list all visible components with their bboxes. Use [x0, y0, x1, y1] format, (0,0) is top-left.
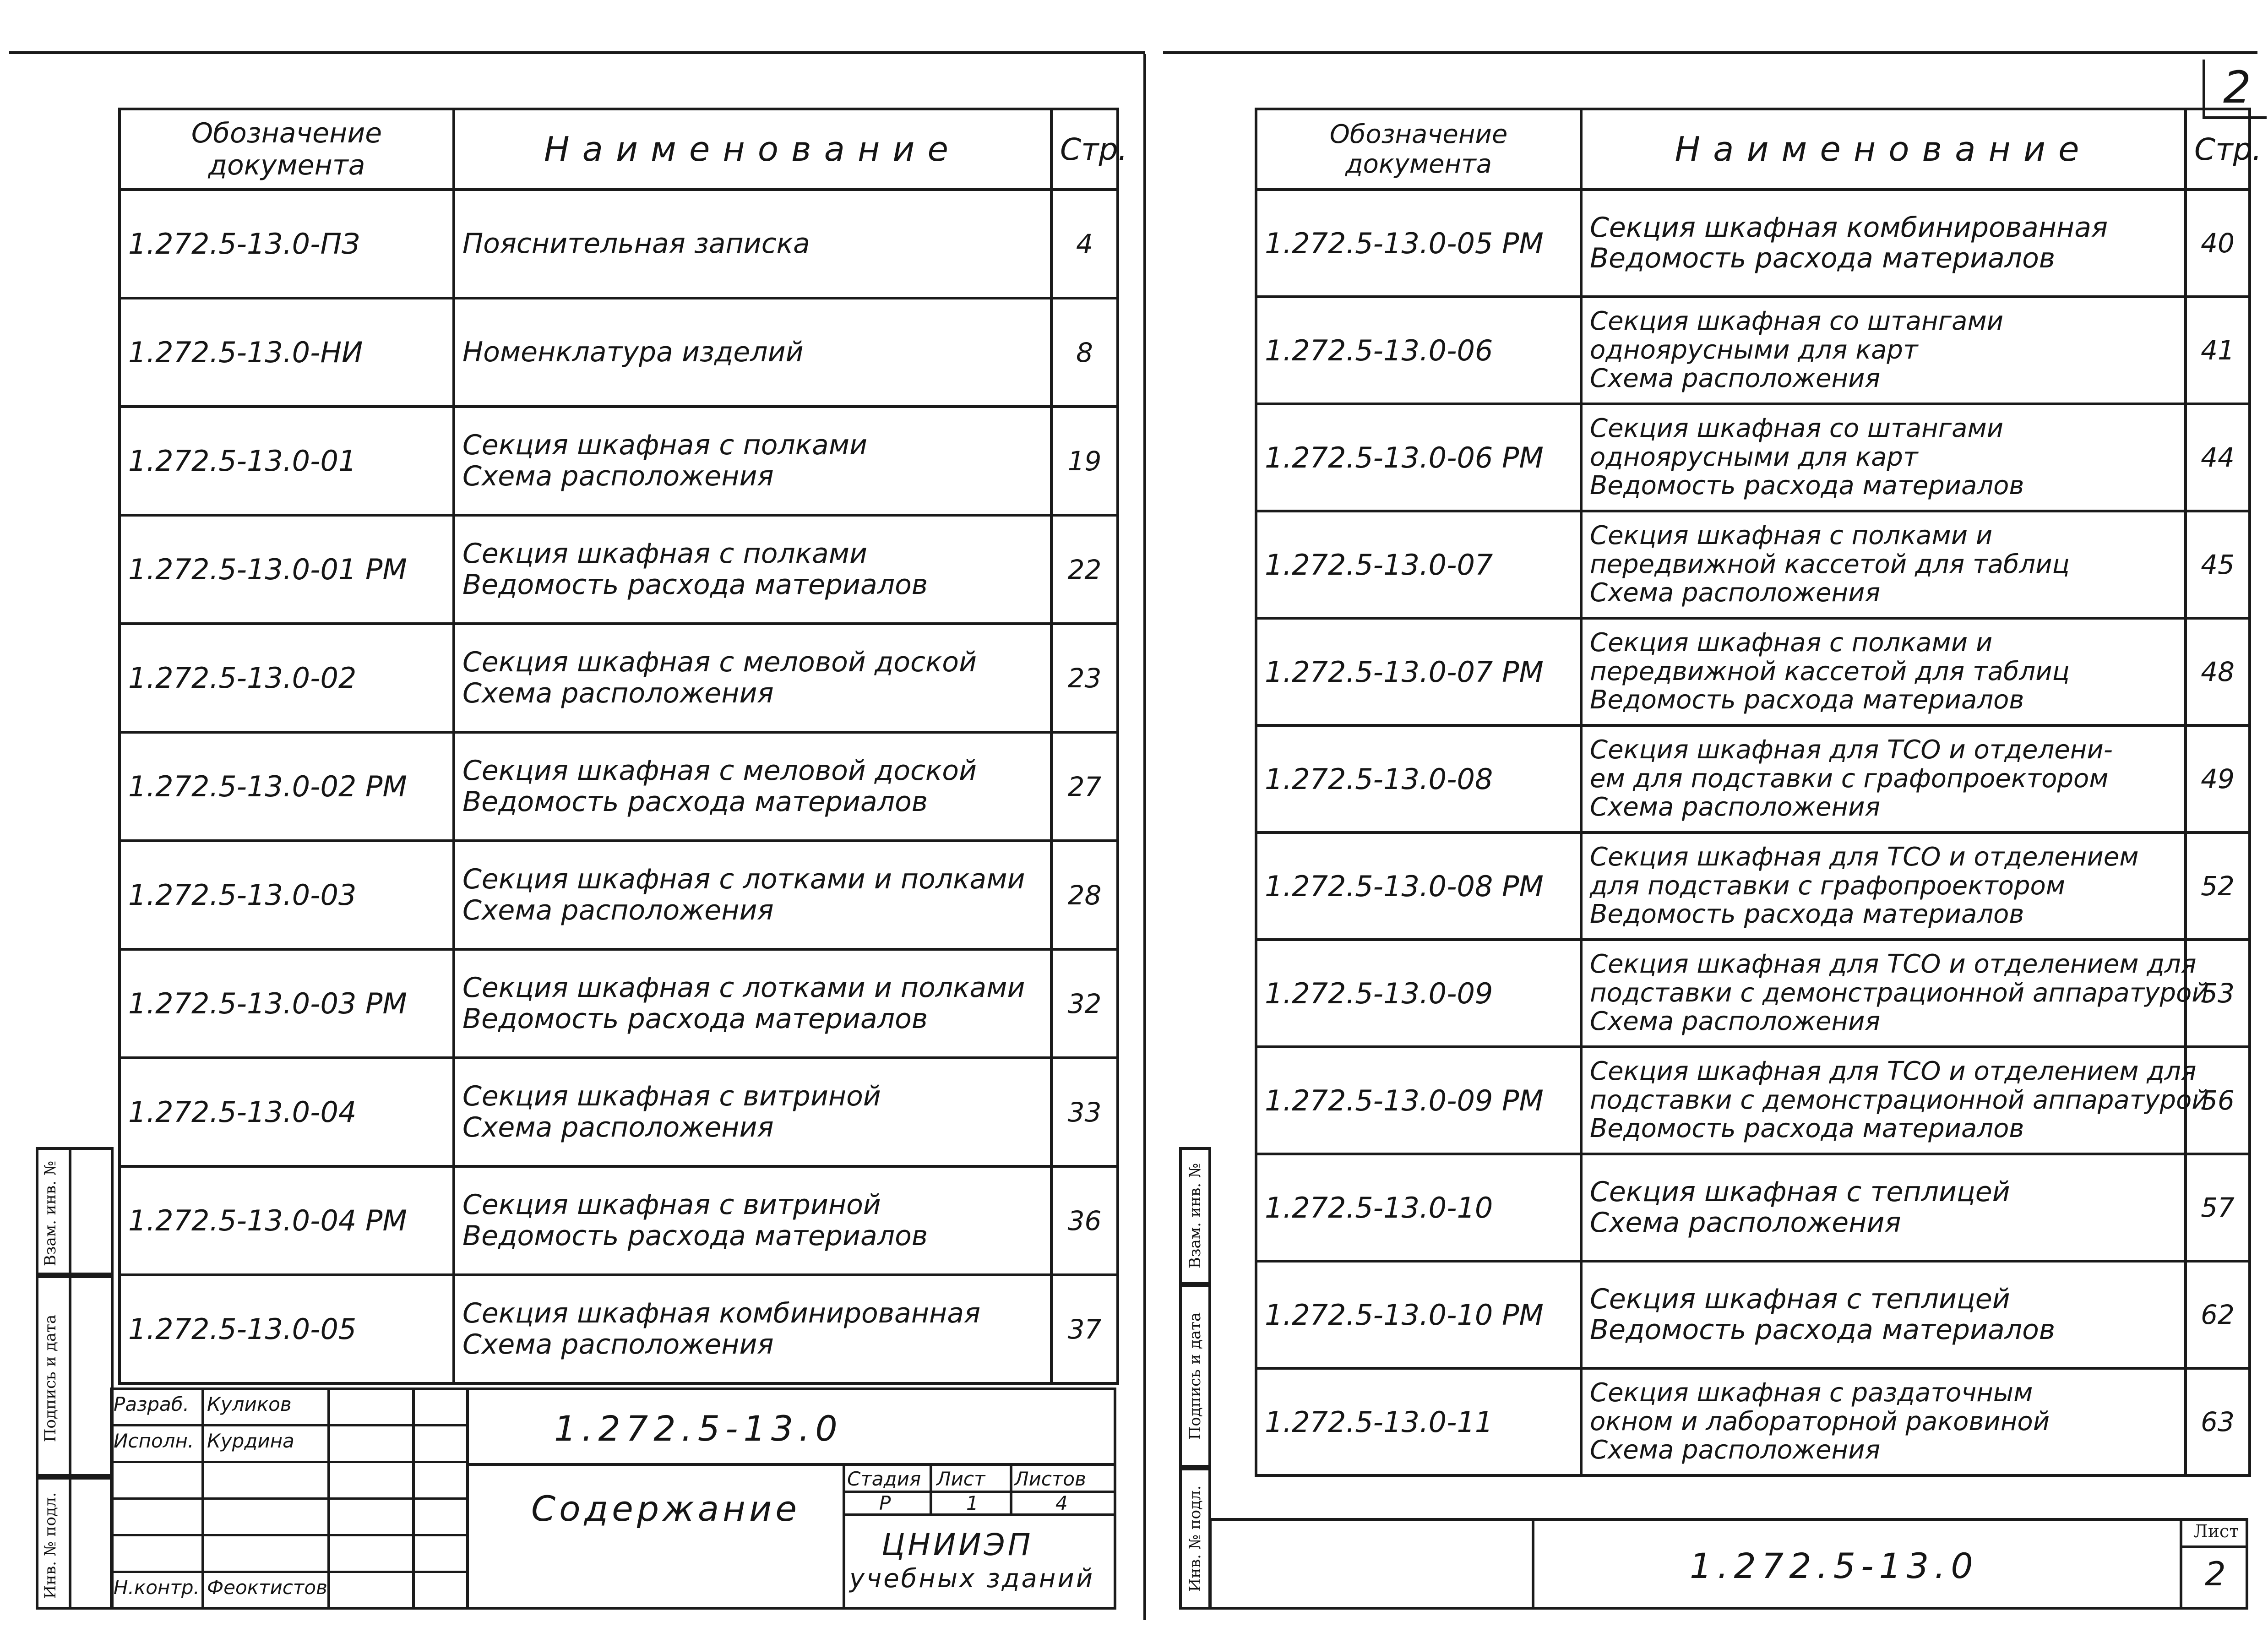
doc-code-cell: 1.272.5-13.0-10 — [1256, 1154, 1581, 1261]
doc-name-line: Секция шкафная с полками и — [1590, 627, 1993, 658]
doc-name-line: Схема расположения — [1590, 1007, 1881, 1037]
signature-row-line — [110, 1497, 466, 1500]
doc-name-cell — [1581, 511, 2186, 618]
doc-name-line: Секция шкафная с полками — [462, 538, 868, 570]
footer-divider — [1532, 1518, 1534, 1610]
table-row — [120, 732, 1118, 841]
header-code: Обозначение документа — [120, 109, 454, 190]
doc-name-line: Схема расположения — [1590, 1435, 1881, 1465]
table-header-row — [1256, 109, 2250, 190]
doc-name-line: Секция шкафная для ТСО и отделением для — [1590, 1056, 2197, 1086]
page-number-cell: 27 — [1051, 732, 1118, 841]
page-number-cell: 36 — [1051, 1166, 1118, 1275]
org-name: ЦНИИЭП — [881, 1527, 1033, 1562]
table-row — [1256, 1368, 2250, 1475]
page-number-cell: 44 — [2186, 404, 2250, 511]
doc-name-cell — [454, 624, 1051, 732]
doc-name-line: Секция шкафная с полками и — [1590, 520, 1993, 550]
doc-name-line: Пояснительная записка — [462, 227, 810, 260]
doc-name-cell — [1581, 1047, 2208, 1154]
doc-name-line: Ведомость расхода материалов — [1590, 685, 2024, 715]
stage-value: Р — [879, 1492, 891, 1514]
doc-code-cell: 1.272.5-13.0-ПЗ — [120, 190, 454, 298]
doc-name-line: Секция шкафная с витриной — [462, 1080, 881, 1113]
header-page: Стр. — [1051, 109, 1118, 190]
doc-name-cell — [1581, 297, 2186, 404]
table-row — [1256, 1047, 2250, 1154]
doc-name-cell — [1581, 404, 2186, 511]
page-number-cell: 4 — [1051, 190, 1118, 298]
doc-name-cell — [454, 298, 1051, 407]
doc-name-cell — [1581, 190, 2186, 297]
doc-name-line: Секция шкафная комбинированная — [1590, 211, 2108, 244]
page-number-cell: 32 — [1051, 949, 1118, 1058]
page-number-cell: 63 — [2186, 1368, 2250, 1475]
side-strip-divider — [69, 1147, 71, 1610]
signature-role: Разраб. — [114, 1393, 190, 1415]
doc-name-line: Схема расположения — [462, 677, 774, 709]
page-number-cell: 22 — [1051, 515, 1118, 624]
signature-role: Н.контр. — [114, 1576, 200, 1599]
stage-grid-line — [843, 1463, 845, 1610]
doc-name-cell — [1581, 725, 2186, 833]
doc-name-line: одноярусными для карт — [1590, 335, 1918, 365]
table-row — [120, 949, 1118, 1058]
doc-name-line: для подставки с графопроектором — [1590, 871, 2065, 901]
doc-name-cell — [1581, 618, 2186, 725]
doc-code-cell: 1.272.5-13.0-09 РМ — [1256, 1047, 1581, 1154]
doc-name-line: передвижной кассетой для таблиц — [1590, 549, 2070, 579]
sheets-value: 4 — [1055, 1492, 1068, 1514]
header-page: Стр. — [2186, 109, 2250, 190]
doc-name-line: Номенклатура изделий — [462, 336, 804, 368]
page-number-cell: 33 — [1051, 1058, 1118, 1166]
doc-name-cell — [454, 1275, 1051, 1383]
side-label-2: Подпись и дата — [41, 1314, 60, 1442]
doc-name-line: Секция шкафная с витриной — [462, 1189, 881, 1221]
doc-code-cell: 1.272.5-13.0-03 — [120, 841, 454, 949]
doc-name-line: Секция шкафная с меловой доской — [462, 646, 977, 679]
table-row — [1256, 404, 2250, 511]
doc-name-line: Секция шкафная с теплицей — [1590, 1175, 2010, 1208]
page-number-cell: 28 — [1051, 841, 1118, 949]
doc-name-line: Секция шкафная для ТСО и отделени- — [1590, 735, 2113, 765]
sheet-value: 1 — [966, 1492, 979, 1514]
footer-divider — [2180, 1518, 2182, 1610]
doc-name-line: Схема расположения — [462, 1328, 774, 1360]
doc-name-line: Ведомость расхода материалов — [1590, 1114, 2024, 1144]
page-number-cell: 8 — [1051, 298, 1118, 407]
doc-name-line: одноярусными для карт — [1590, 442, 1918, 472]
doc-name-line: Схема расположения — [462, 460, 774, 492]
table-row — [1256, 190, 2250, 297]
table-row — [120, 407, 1118, 515]
footer-sheet-label: Лист — [2193, 1521, 2239, 1541]
doc-name-line: Секция шкафная с раздаточным — [1590, 1377, 2033, 1408]
table-row — [1256, 618, 2250, 725]
doc-name-line: Секция шкафная со штангами — [1590, 306, 2004, 336]
doc-name-line: Схема расположения — [1590, 792, 1881, 822]
doc-name-line: Схема расположения — [462, 1111, 774, 1143]
doc-code-cell: 1.272.5-13.0-06 — [1256, 297, 1581, 404]
top-border-line — [9, 51, 1145, 54]
signature-row-line — [110, 1571, 466, 1573]
doc-name-line: Ведомость расхода материалов — [1590, 899, 2024, 930]
doc-name-line: Ведомость расхода материалов — [462, 1002, 928, 1035]
table-row — [120, 190, 1118, 298]
table-row — [1256, 833, 2250, 940]
page-number-cell: 45 — [2186, 511, 2250, 618]
doc-code-cell: 1.272.5-13.0-07 — [1256, 511, 1581, 618]
doc-name-cell — [454, 841, 1051, 949]
table-row — [1256, 297, 2250, 404]
doc-name-line: Схема расположения — [1590, 364, 1881, 394]
top-border-line-right — [1163, 51, 2257, 54]
page-number-cell: 49 — [2186, 725, 2250, 833]
doc-name-line: Ведомость расхода материалов — [462, 1219, 928, 1252]
page-number-cell: 37 — [1051, 1275, 1118, 1383]
doc-name-line: Схема расположения — [462, 894, 774, 926]
signature-row-line — [110, 1534, 466, 1536]
page-number-cell: 57 — [2186, 1154, 2250, 1261]
page-number-cell: 40 — [2186, 190, 2250, 297]
side-label-3: Инв. № подл. — [41, 1492, 60, 1599]
table-row — [120, 515, 1118, 624]
table-row — [1256, 940, 2250, 1047]
doc-code-cell: 1.272.5-13.0-08 РМ — [1256, 833, 1581, 940]
doc-name-cell — [454, 732, 1051, 841]
signature-name: Курдина — [207, 1430, 294, 1452]
footer-doc-code: 1.272.5-13.0 — [1690, 1545, 1979, 1586]
doc-name-line: подставки с демонстрационной аппаратурой — [1590, 1085, 2208, 1115]
signature-name: Куликов — [207, 1393, 292, 1415]
doc-name-cell — [1581, 940, 2208, 1047]
doc-name-cell — [454, 190, 1051, 298]
doc-name-line: Схема расположения — [1590, 578, 1881, 608]
doc-code-cell: 1.272.5-13.0-05 РМ — [1256, 190, 1581, 297]
doc-name-line: Секция шкафная для ТСО и отделением для — [1590, 949, 2197, 979]
title-block-divider — [466, 1388, 469, 1610]
table-header-row — [120, 109, 1118, 190]
table-row — [120, 841, 1118, 949]
header-name: Наименование — [1581, 109, 2186, 190]
doc-code-cell: 1.272.5-13.0-06 РМ — [1256, 404, 1581, 511]
left-contents-table — [118, 108, 1128, 1385]
doc-name-line: Секция шкафная с лотками и полками — [462, 863, 1025, 896]
table-row — [120, 1058, 1118, 1166]
doc-code-cell: 1.272.5-13.0-04 — [120, 1058, 454, 1166]
doc-code-cell: 1.272.5-13.0-02 РМ — [120, 732, 454, 841]
table-row — [1256, 1154, 2250, 1261]
doc-name-line: окном и лабораторной раковиной — [1590, 1406, 2050, 1437]
doc-name-line: Ведомость расхода материалов — [462, 568, 928, 601]
doc-name-cell — [1581, 1154, 2186, 1261]
doc-code-cell: 1.272.5-13.0-04 РМ — [120, 1166, 454, 1275]
table-row — [120, 1166, 1118, 1275]
doc-code-cell: 1.272.5-13.0-НИ — [120, 298, 454, 407]
doc-code-cell: 1.272.5-13.0-10 РМ — [1256, 1261, 1581, 1368]
doc-name-line: Ведомость расхода материалов — [1590, 471, 2024, 501]
page-number-cell: 23 — [1051, 624, 1118, 732]
doc-name-line: Ведомость расхода материалов — [462, 785, 928, 818]
side-label-2: Подпись и дата — [1186, 1312, 1204, 1440]
doc-code-cell: 1.272.5-13.0-09 — [1256, 940, 1581, 1047]
doc-name-line: Секция шкафная со штангами — [1590, 413, 2004, 443]
page-number-cell: 53 — [2186, 940, 2250, 1047]
stage-label: Стадия — [847, 1468, 921, 1490]
side-label-1: Взам. инв. № — [1186, 1163, 1204, 1269]
doc-code-cell: 1.272.5-13.0-08 — [1256, 725, 1581, 833]
doc-code-cell: 1.272.5-13.0-03 РМ — [120, 949, 454, 1058]
signature-role: Исполн. — [114, 1430, 194, 1452]
page-number-cell: 48 — [2186, 618, 2250, 725]
table-row — [1256, 1261, 2250, 1368]
right-contents-table — [1255, 108, 2262, 1477]
doc-name-cell — [454, 1166, 1051, 1275]
sheet-label: Лист — [936, 1468, 985, 1490]
table-row — [1256, 725, 2250, 833]
stage-grid-line — [930, 1463, 932, 1513]
page-number-cell: 41 — [2186, 297, 2250, 404]
table-row — [1256, 511, 2250, 618]
doc-name-cell — [1581, 833, 2186, 940]
doc-code-cell: 1.272.5-13.0-07 РМ — [1256, 618, 1581, 725]
doc-code-cell: 1.272.5-13.0-05 — [120, 1275, 454, 1383]
header-code: Обозначение документа — [1256, 109, 1581, 190]
title-block-doc-code: 1.272.5-13.0 — [554, 1408, 843, 1449]
doc-name-line: ем для подставки с графопроектором — [1590, 763, 2109, 794]
doc-name-line: подставки с демонстрационной аппаратурой — [1590, 978, 2208, 1008]
side-label-3: Инв. № подл. — [1186, 1485, 1204, 1592]
page-number-cell: 19 — [1051, 407, 1118, 515]
title-block-doc-title: Содержание — [531, 1488, 800, 1529]
org-subtitle: учебных зданий — [849, 1564, 1095, 1594]
doc-name-cell — [454, 1058, 1051, 1166]
signature-row-line — [110, 1424, 466, 1426]
center-fold-line — [1143, 54, 1146, 1620]
table-row — [120, 298, 1118, 407]
header-name: Наименование — [454, 109, 1051, 190]
doc-code-cell: 1.272.5-13.0-01 РМ — [120, 515, 454, 624]
table-row — [120, 1275, 1118, 1383]
doc-name-line: Секция шкафная с меловой доской — [462, 755, 977, 787]
title-block-code-line — [466, 1463, 1116, 1466]
sheet-number: 2 — [2223, 62, 2252, 113]
doc-name-line: Схема расположения — [1590, 1207, 1901, 1239]
doc-name-line: Ведомость расхода материалов — [1590, 242, 2056, 274]
stage-grid-line — [1010, 1463, 1012, 1513]
doc-name-line: Секция шкафная с полками — [462, 429, 868, 462]
sheets-label: Листов — [1014, 1468, 1086, 1490]
table-row — [120, 624, 1118, 732]
page-number-cell: 62 — [2186, 1261, 2250, 1368]
doc-name-line: Секция шкафная для ТСО и отделением — [1590, 842, 2139, 872]
doc-name-cell — [454, 515, 1051, 624]
doc-code-cell: 1.272.5-13.0-01 — [120, 407, 454, 515]
doc-code-cell: 1.272.5-13.0-02 — [120, 624, 454, 732]
signature-row-line — [110, 1461, 466, 1463]
doc-name-line: Секция шкафная с теплицей — [1590, 1283, 2010, 1315]
side-label-1: Взам. инв. № — [41, 1160, 60, 1267]
footer-divider — [2180, 1545, 2248, 1548]
footer-sheet-value: 2 — [2205, 1555, 2226, 1593]
doc-name-cell — [1581, 1261, 2186, 1368]
doc-code-cell: 1.272.5-13.0-11 — [1256, 1368, 1581, 1475]
doc-name-cell — [454, 407, 1051, 515]
doc-name-line: передвижной кассетой для таблиц — [1590, 656, 2070, 686]
doc-name-line: Ведомость расхода материалов — [1590, 1314, 2056, 1346]
doc-name-cell — [454, 949, 1051, 1058]
signature-name: Феоктистов — [207, 1576, 327, 1599]
doc-name-line: Секция шкафная комбинированная — [462, 1297, 981, 1330]
page-number-cell: 52 — [2186, 833, 2250, 940]
doc-name-cell — [1581, 1368, 2186, 1475]
page-number-cell: 56 — [2186, 1047, 2250, 1154]
doc-name-line: Секция шкафная с лотками и полками — [462, 972, 1025, 1004]
